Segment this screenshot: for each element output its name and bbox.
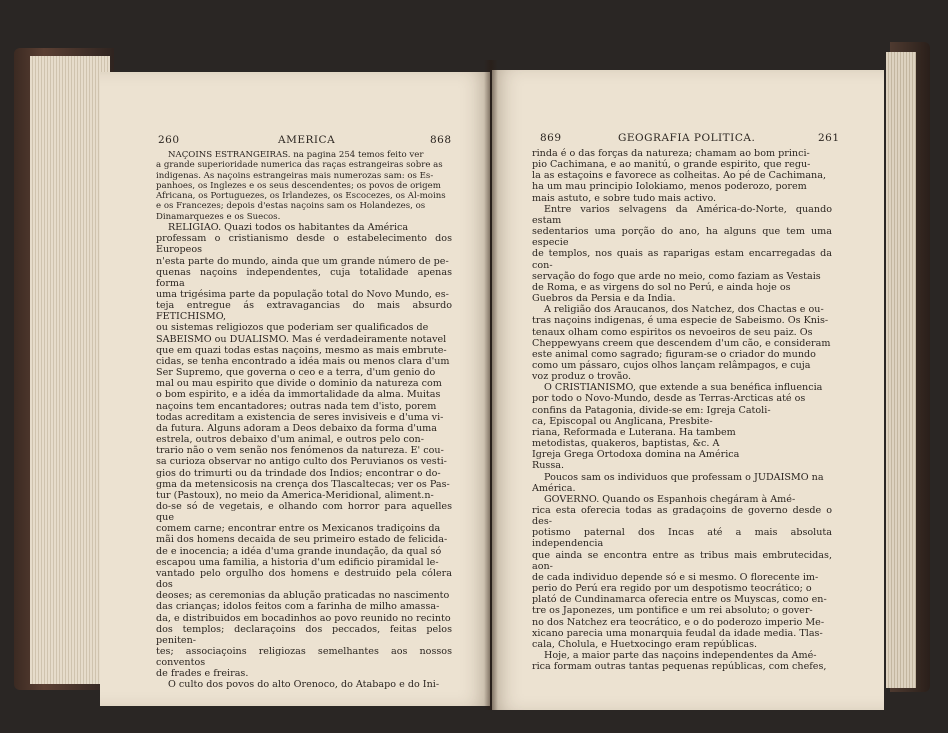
paragraph: A religião dos Araucanos, dos Natchez, dos Chactas e ou- tras naçoins indigenas, é uma especie de Sabeismo. Os Knis- tenaux olham como espiritos os nevoeiros de seu paiz. Os Cheppewyans creem que descendem d'um cão, e consideram este animal como sagrado; figuram-se o criador do mundo como um pássaro, cujos olhos lançam relâmpagos, e cuja voz produz o trovão. [532,304,831,383]
page-edges-right [886,52,916,688]
left-page-text [156,150,452,691]
left-page [100,72,490,706]
right-running-head: GEOGRAFIA POLITICA. [618,132,756,144]
paragraph: rinda é o das forças da natureza; chamam ao bom princi- pio Cachimana, e ao manitú, o grande espirito, que regu- la as estaçoins e favorece as colheitas. Ao pé de Cachimana, ha um mau principio Iolokiamo, menos poderozo, porem mais astuto, e sobre tudo mais activo. [532,148,827,204]
right-running-header [492,132,884,146]
paragraph: Entre varios selvagens da América-do-Norte, quando estam sedentarios uma porção do ano, ha alguns que tem uma especie de templos, nos quais as raparigas estam encarregadas da con- servação do fogo que arde no meio, como faziam as Vestais de Roma, e as virgens do sol no Perú, e ainda hoje os Guebros da Persia e da India. [532,203,832,305]
left-running-head: AMERICA [278,134,336,146]
right-year: 869 [540,132,562,144]
right-page-number: 261 [818,132,840,144]
left-year: 868 [430,134,452,146]
paragraph: GOVERNO. Quando os Espanhois chegáram à Amé- rica esta oferecia todas as gradaçoins de governo desde o des- potismo paternal dos Incas até a mais absoluta independencia que ainda se encontra entre as tribus mais embrutecidas, aon- de cada individuo depende só e si mesmo. O florecente im- perio do Perú era regido por um despotismo teocrático; o plató de Cundinamarca oferecia entre os Muyscas, como en- tre os Japonezes, um pontifice e um rei absoluto; o gover- no dos Natchez era teocrático, e o do poderozo imperio Me- xicano parecia uma monarquia feudal da idade media. Tlas- cala, Cholula, e Huetxocingo eram repúblicas. [532,493,832,650]
left-running-header [100,134,490,148]
paragraph: Hoje, a maior parte das naçoins independentes da Amé- rica formam outras tantas pequenas repúblicas, com chefes, [532,650,827,673]
paragraph: Poucos sam os individuos que professam o JUDAISMO na América. [532,471,824,494]
paragraph: O CRISTIANISMO, que extende a sua benéfica influencia por todo o Novo-Mundo, desde as Terras-Arcticas até os confins da Patagonia, divide-se em: Igreja Catoli- ca, Episcopal ou Anglicana, Presbite- riana, Reformada e Luterana. Ha tambem metodistas, quakeros, baptistas, &c. A Igreja Grega Ortodoxa domina na América Russa. [532,382,823,472]
paragraph: O culto dos povos do alto Orenoco, do Atabapo e do Ini- [168,679,440,691]
right-page-text [532,148,832,672]
page-edges-left [30,56,110,684]
paragraph: RELIGIAO. Quazi todos os habitantes da América professam o cristianismo desde o estabelecimento dos Europeos n'esta parte do mundo, ainda que um grande número de pe- quenas naçoins independentes, cuja totalidade apenas forma uma trigésima parte da população total do Novo Mundo, es- teja entregue ás extravagancias do mais absurdo FETICHISMO, ou sistemas religiozos que poderiam ser qualificados de SABEISMO ou DUALISMO. Mas é verdadeiramente notavel que em quazi todas estas naçoins, mesmo as mais embrute- cidas, se tenha encontrado a idéa mais ou menos clara d'um Ser Supremo, que governa o ceo e a terra, d'um genio do mal ou mau espirito que divide o dominio da natureza com o bom espirito, e a idéa da immortalidade da alma. Muitas naçoins tem encantadores; outras nada tem d'isto, porem todas acreditam a existencia de seres invisiveis e d'uma vi- da futura. Alguns adoram a Deos debaixo da forma d'uma estrela, outros debaixo d'um animal, e outros pelo con- trario não o vem senão nos fenómenos da natureza. E' cou- sa curioza observar no antigo culto dos Peruvianos os vesti- gios do trimurti ou da trindade dos Indios; encontrar o do- gma da metensicosis na crença dos Tlascaltecas; ver os Pas- tur (Pastoux), no meio da America-Meridional, aliment.n- do-se só de vegetais, e olhando com horror para aquelles que comem carne; encontrar entre os Mexicanos tradiçoins da mãi dos homens decaida de seu primeiro estado de felicida- de e inocencia; a idéa d'uma grande inundação, da qual só escapou uma familia, a historia d'um edificio piramidal le- vantado pelo orgulho dos homens e destruido pela cólera dos deoses; as ceremonias da ablução praticadas no nascimento das crianças; idolos feitos com a farinha de milho amassa- da, e distribuidos em bocadinhos ao povo reunido no recinto dos templos; declaraçoins dos peccados, feitas pelos peniten- tes; associaçoins religiozas semelhantes aos nossos conventos de frades e freiras. [156,222,452,680]
book-gutter [484,60,498,710]
paragraph: NAÇOINS ESTRANGEIRAS. na pagina 254 temos feito ver a grande superioridade numerica das raças estrangeiras sobre as indigenas. As naçoins estrangeiras mais numerozas sam: os Es- panhoes, os Inglezes e os seus descendentes; os povos de origem Africana, os Portuguezes, os Irlandezes, os Escocezes, os Al-moins e os Francezes; depois d'estas naçoins sam os Holandezes, os Dinamarquezes e os Suecos. [156,150,446,222]
right-page [492,70,884,710]
left-page-number: 260 [158,134,180,146]
